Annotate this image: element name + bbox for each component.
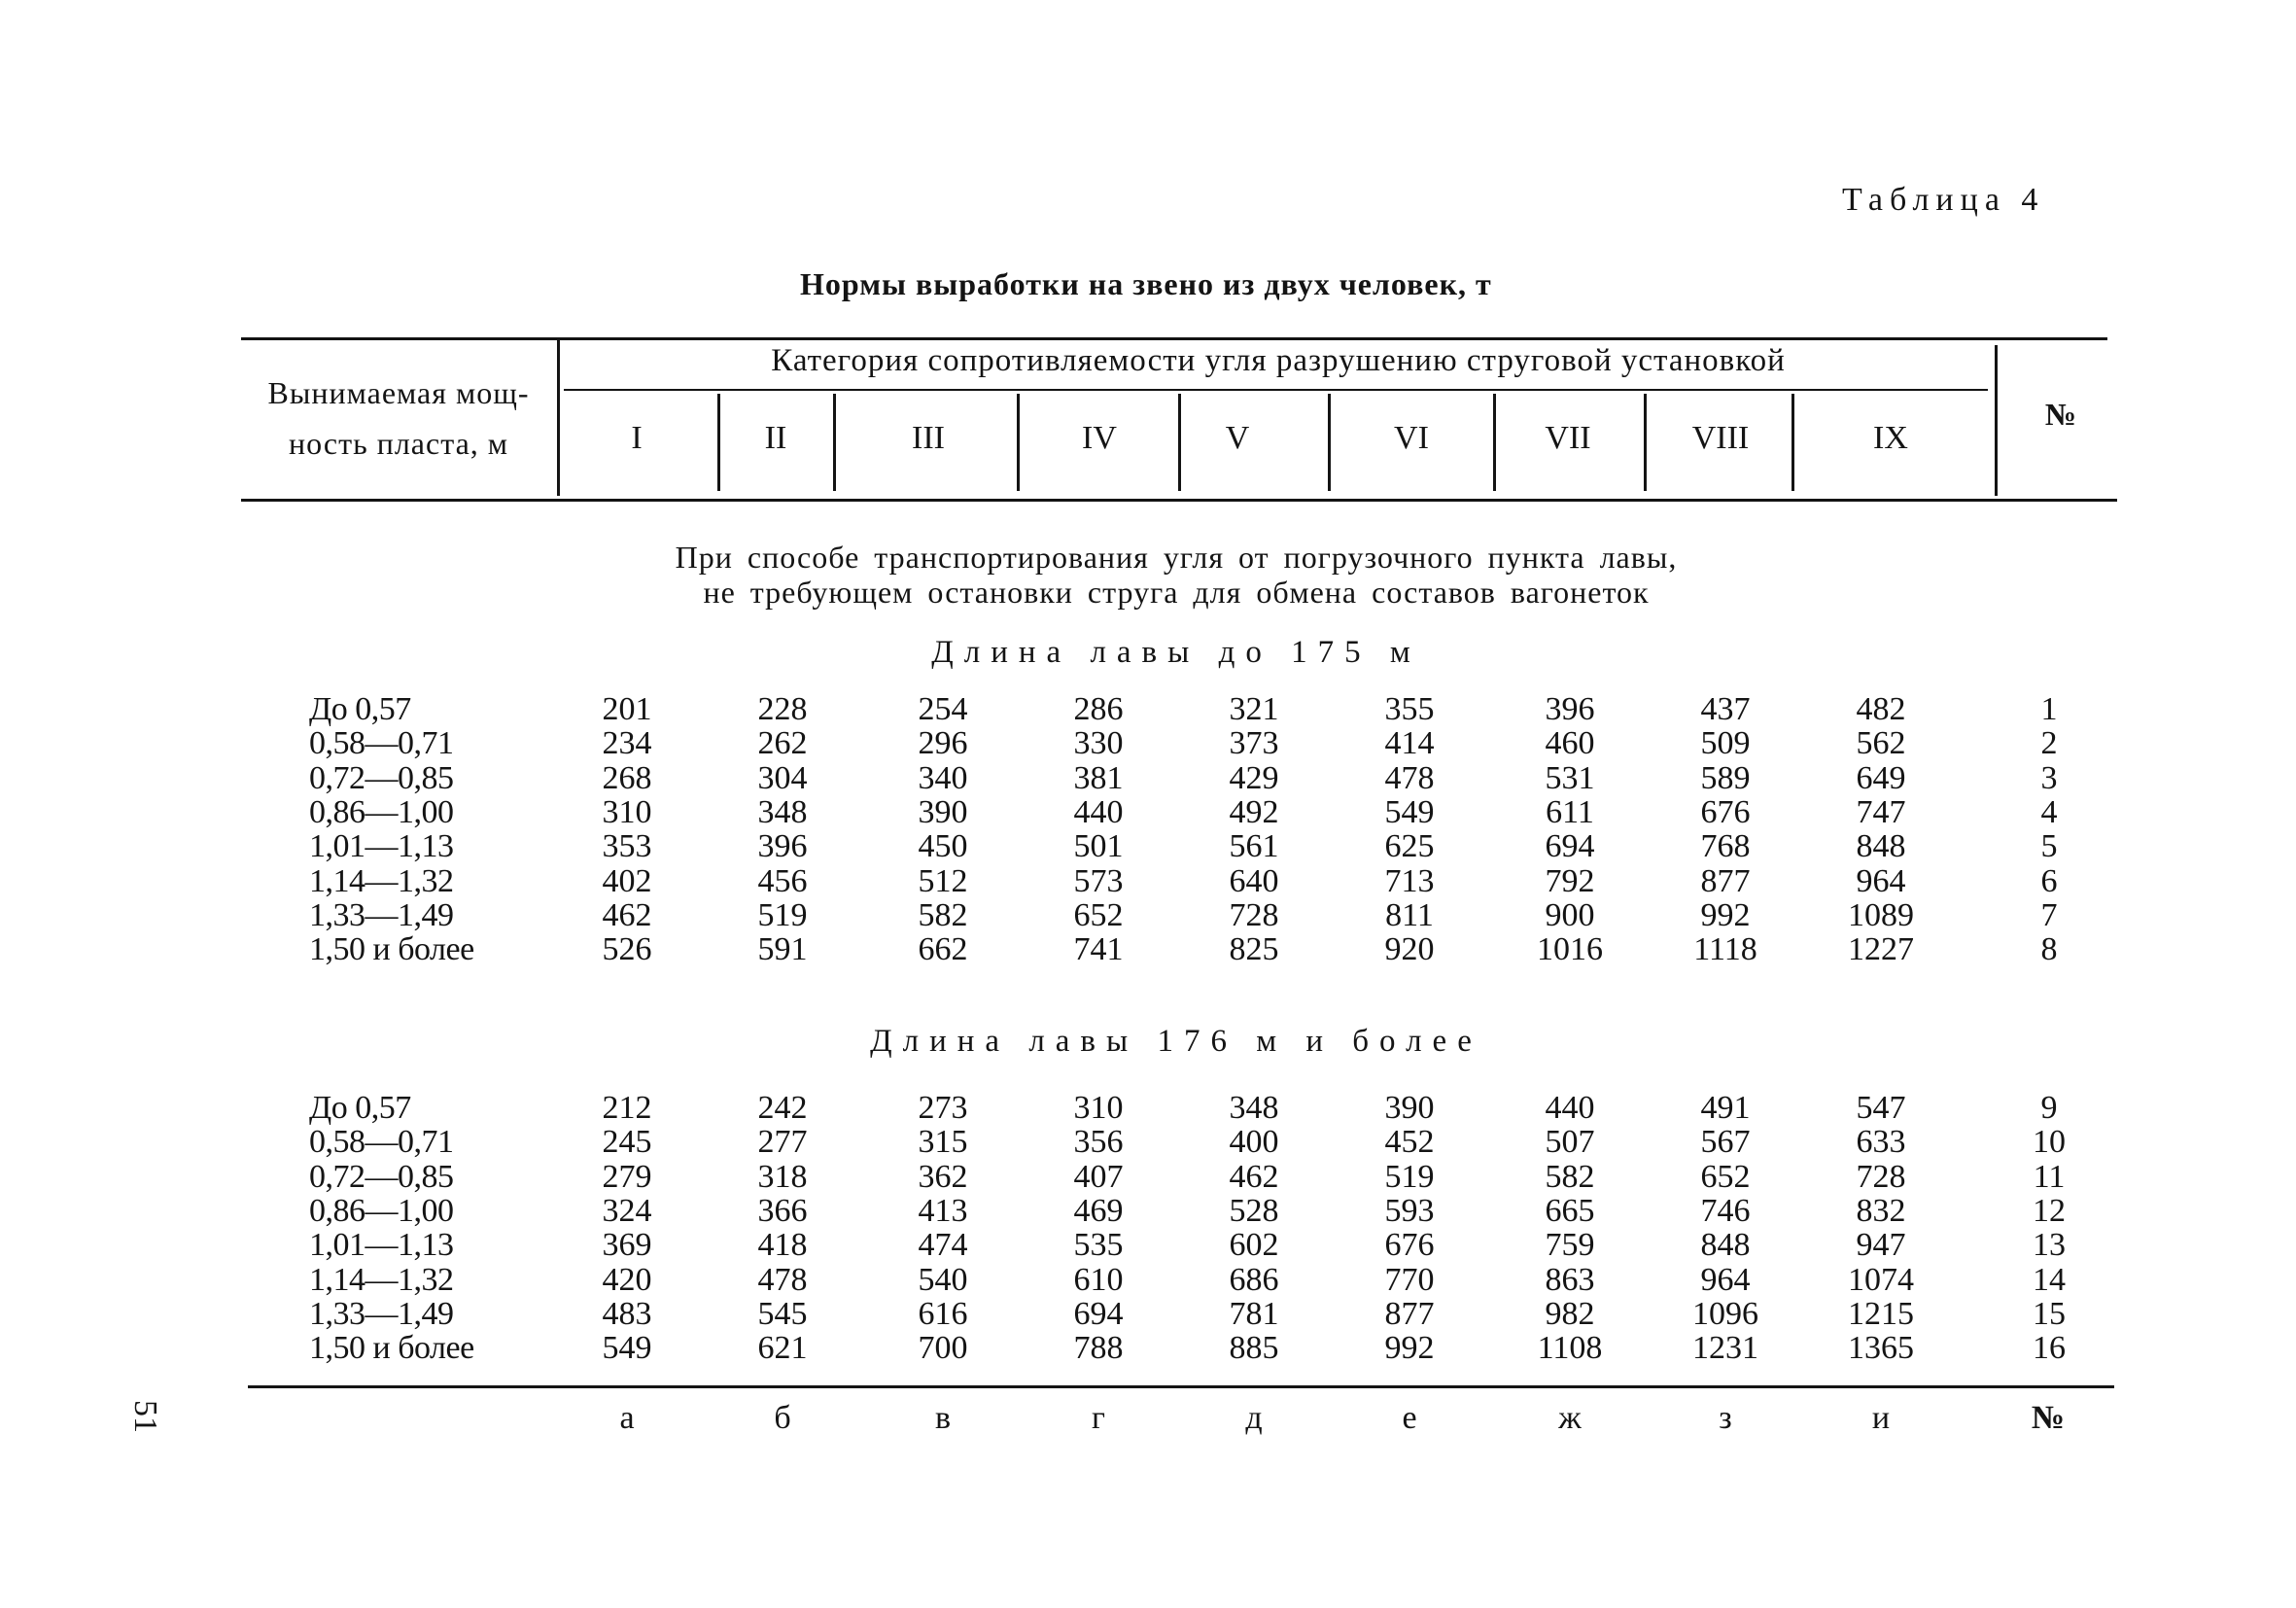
value-cell: 402 [602,862,652,899]
column-letter: и [1871,1400,1891,1436]
value-cell: 633 [1856,1124,1906,1161]
value-cell: 296 [918,725,968,762]
table-label: Таблица 4 [1842,182,2045,218]
value-cell: 561 [1229,828,1279,865]
thickness-label: 1,33—1,49 [309,1295,454,1332]
table-row [0,726,2296,760]
column-divider [1792,394,1794,491]
value-cell: 665 [1545,1192,1595,1229]
value-cell: 540 [918,1261,968,1298]
value-cell: 863 [1545,1261,1595,1298]
value-cell: 728 [1229,896,1279,933]
thickness-label: 1,50 и более [309,1330,474,1367]
value-cell: 369 [602,1227,652,1264]
table-row [0,898,2296,932]
value-cell: 373 [1229,725,1279,762]
value-cell: 567 [1700,1124,1751,1161]
value-cell: 602 [1229,1227,1279,1264]
value-cell: 279 [602,1158,652,1195]
value-cell: 686 [1229,1261,1279,1298]
thickness-header [238,367,559,469]
footer-number-label: № [2031,1400,2066,1436]
value-cell: 273 [918,1090,968,1126]
value-cell: 662 [918,931,968,968]
value-cell: 616 [918,1295,968,1332]
value-cell: 549 [602,1330,652,1367]
value-cell: 900 [1545,896,1595,933]
column-letter: а [619,1400,635,1436]
thickness-label: До 0,57 [309,1090,411,1126]
value-cell: 1215 [1848,1295,1914,1332]
value-cell: 492 [1229,793,1279,830]
value-cell: 310 [602,793,652,830]
value-cell: 728 [1856,1158,1906,1195]
value-cell: 353 [602,828,652,865]
value-cell: 355 [1384,691,1435,727]
value-cell: 330 [1073,725,1124,762]
value-cell: 781 [1229,1295,1279,1332]
value-cell: 277 [757,1124,808,1161]
table-row [0,1125,2296,1159]
table-row [0,1297,2296,1331]
value-cell: 640 [1229,862,1279,899]
value-cell: 396 [757,828,808,865]
value-cell: 245 [602,1124,652,1161]
column-letter: д [1245,1400,1263,1436]
table-title: Нормы выработки на звено из двух человек, т [800,266,1492,301]
category-col-7: VII [1545,420,1591,456]
value-cell: 877 [1384,1295,1435,1332]
value-cell: 713 [1384,862,1435,899]
value-cell: 792 [1545,862,1595,899]
transport-note-line2: не требующем остановки струга для обмена составов вагонеток [703,575,1650,610]
category-header: Категория сопротивляемости угля разрушению струговой установкой [771,343,1786,378]
value-cell: 825 [1229,931,1279,968]
transport-note [544,540,1808,610]
value-cell: 462 [1229,1158,1279,1195]
thickness-label: 0,72—0,85 [309,1158,454,1195]
thickness-label: 1,33—1,49 [309,896,454,933]
thickness-label: 0,72—0,85 [309,759,454,796]
column-letter: е [1402,1400,1417,1436]
value-cell: 591 [757,931,808,968]
value-cell: 593 [1384,1192,1435,1229]
value-cell: 992 [1700,896,1751,933]
value-cell: 531 [1545,759,1595,796]
value-cell: 747 [1856,793,1906,830]
value-cell: 507 [1545,1124,1595,1161]
value-cell: 469 [1073,1192,1124,1229]
value-cell: 1074 [1848,1261,1914,1298]
value-cell: 340 [918,759,968,796]
table-row [0,829,2296,863]
value-cell: 212 [602,1090,652,1126]
value-cell: 528 [1229,1192,1279,1229]
value-cell: 201 [602,691,652,727]
value-cell: 440 [1073,793,1124,830]
category-col-1: I [631,420,643,456]
table-row [0,864,2296,898]
row-number: 3 [2040,759,2058,796]
value-cell: 610 [1073,1261,1124,1298]
value-cell: 549 [1384,793,1435,830]
value-cell: 582 [918,896,968,933]
table-row [0,1228,2296,1262]
value-cell: 456 [757,862,808,899]
row-number: 5 [2040,828,2058,865]
category-col-8: VIII [1691,420,1750,456]
value-cell: 676 [1700,793,1751,830]
value-cell: 832 [1856,1192,1906,1229]
row-number: 9 [2040,1090,2058,1126]
value-cell: 478 [1384,759,1435,796]
thickness-label: 1,14—1,32 [309,862,454,899]
row-number: 1 [2040,691,2058,727]
value-cell: 1108 [1537,1330,1603,1367]
row-number: 14 [2033,1261,2066,1298]
value-cell: 491 [1700,1090,1751,1126]
value-cell: 759 [1545,1227,1595,1264]
section-title: Длина лавы до 175 м [931,635,1421,670]
section-title: Длина лавы 176 м и более [870,1024,1482,1059]
thickness-label: 1,01—1,13 [309,828,454,865]
value-cell: 920 [1384,931,1435,968]
value-cell: 509 [1700,725,1751,762]
column-letter: ж [1558,1400,1582,1436]
value-cell: 694 [1545,828,1595,865]
value-cell: 254 [918,691,968,727]
column-divider [1644,394,1647,491]
value-cell: 519 [1384,1158,1435,1195]
thickness-header-line2: ность пласта, м [288,426,509,461]
footer-rule [248,1385,2114,1388]
value-cell: 1016 [1537,931,1603,968]
value-cell: 262 [757,725,808,762]
column-letter: б [774,1400,791,1436]
category-col-5: V [1225,420,1250,456]
value-cell: 992 [1384,1330,1435,1367]
table-row [0,1160,2296,1194]
value-cell: 652 [1073,896,1124,933]
table-row [0,932,2296,966]
thickness-label: 0,58—0,71 [309,1124,454,1161]
column-divider [1017,394,1020,491]
value-cell: 362 [918,1158,968,1195]
row-number: 13 [2033,1227,2066,1264]
value-cell: 348 [757,793,808,830]
value-cell: 396 [1545,691,1595,727]
table-row [0,1194,2296,1228]
row-number: 8 [2040,931,2058,968]
thickness-label: 0,86—1,00 [309,793,454,830]
thickness-label: До 0,57 [309,691,411,727]
column-divider [1328,394,1331,491]
value-cell: 768 [1700,828,1751,865]
value-cell: 964 [1856,862,1906,899]
value-cell: 414 [1384,725,1435,762]
value-cell: 440 [1545,1090,1595,1126]
thickness-header-line1: Вынимаемая мощ- [267,375,530,410]
value-cell: 573 [1073,862,1124,899]
category-col-3: III [912,420,945,456]
value-cell: 450 [918,828,968,865]
column-letter: з [1719,1400,1732,1436]
value-cell: 462 [602,896,652,933]
value-cell: 582 [1545,1158,1595,1195]
value-cell: 885 [1229,1330,1279,1367]
category-underline [564,389,1988,391]
value-cell: 545 [757,1295,808,1332]
value-cell: 947 [1856,1227,1906,1264]
value-cell: 982 [1545,1295,1595,1332]
value-cell: 649 [1856,759,1906,796]
value-cell: 390 [918,793,968,830]
value-cell: 483 [602,1295,652,1332]
value-cell: 700 [918,1330,968,1367]
value-cell: 1231 [1692,1330,1758,1367]
table-row [0,1263,2296,1297]
value-cell: 420 [602,1261,652,1298]
value-cell: 318 [757,1158,808,1195]
thickness-label: 1,01—1,13 [309,1227,454,1264]
value-cell: 964 [1700,1261,1751,1298]
value-cell: 562 [1856,725,1906,762]
row-number: 7 [2040,896,2058,933]
header-bottom-rule [241,499,2117,502]
value-cell: 478 [757,1261,808,1298]
value-cell: 366 [757,1192,808,1229]
value-cell: 501 [1073,828,1124,865]
value-cell: 611 [1546,793,1594,830]
table-row [0,795,2296,829]
value-cell: 1089 [1848,896,1914,933]
value-cell: 268 [602,759,652,796]
value-cell: 304 [757,759,808,796]
value-cell: 746 [1700,1192,1751,1229]
column-divider [1493,394,1496,491]
value-cell: 1227 [1848,931,1914,968]
value-cell: 519 [757,896,808,933]
value-cell: 694 [1073,1295,1124,1332]
category-col-2: II [764,420,787,456]
value-cell: 315 [918,1124,968,1161]
value-cell: 1365 [1848,1330,1914,1367]
value-cell: 234 [602,725,652,762]
value-cell: 621 [757,1330,808,1367]
value-cell: 848 [1856,828,1906,865]
table-row [0,692,2296,726]
row-number: 6 [2040,862,2058,899]
row-number: 2 [2040,725,2058,762]
row-number: 10 [2033,1124,2066,1161]
value-cell: 418 [757,1227,808,1264]
transport-note-line1: При способе транспортирования угля от погрузочного пункта лавы, [675,540,1678,575]
value-cell: 324 [602,1192,652,1229]
category-col-6: VI [1394,420,1429,456]
value-cell: 400 [1229,1124,1279,1161]
value-cell: 811 [1385,896,1434,933]
thickness-label: 1,50 и более [309,931,474,968]
value-cell: 413 [918,1192,968,1229]
value-cell: 535 [1073,1227,1124,1264]
value-cell: 676 [1384,1227,1435,1264]
thickness-label: 0,86—1,00 [309,1192,454,1229]
column-letter: г [1092,1400,1105,1436]
value-cell: 452 [1384,1124,1435,1161]
value-cell: 474 [918,1227,968,1264]
value-cell: 228 [757,691,808,727]
page-number: 51 [127,1400,163,1433]
table-row [0,761,2296,795]
value-cell: 526 [602,931,652,968]
header-top-rule [241,337,2107,340]
number-header: № [2044,397,2077,432]
column-letter: в [934,1400,952,1436]
table-row [0,1331,2296,1365]
row-number: 12 [2033,1192,2066,1229]
value-cell: 741 [1073,931,1124,968]
category-col-4: IV [1082,420,1117,456]
thickness-label: 0,58—0,71 [309,725,454,762]
table-row [0,1091,2296,1125]
value-cell: 1118 [1693,931,1757,968]
value-cell: 652 [1700,1158,1751,1195]
category-col-9: IX [1873,420,1908,456]
value-cell: 589 [1700,759,1751,796]
value-cell: 242 [757,1090,808,1126]
value-cell: 770 [1384,1261,1435,1298]
header-divider-right [1995,345,1998,496]
value-cell: 788 [1073,1330,1124,1367]
thickness-label: 1,14—1,32 [309,1261,454,1298]
value-cell: 381 [1073,759,1124,796]
value-cell: 437 [1700,691,1751,727]
row-number: 4 [2040,793,2058,830]
value-cell: 429 [1229,759,1279,796]
value-cell: 512 [918,862,968,899]
value-cell: 310 [1073,1090,1124,1126]
row-number: 15 [2033,1295,2066,1332]
row-number: 16 [2033,1330,2066,1367]
value-cell: 482 [1856,691,1906,727]
value-cell: 547 [1856,1090,1906,1126]
value-cell: 390 [1384,1090,1435,1126]
value-cell: 1096 [1692,1295,1758,1332]
value-cell: 356 [1073,1124,1124,1161]
value-cell: 286 [1073,691,1124,727]
value-cell: 321 [1229,691,1279,727]
value-cell: 348 [1229,1090,1279,1126]
value-cell: 407 [1073,1158,1124,1195]
value-cell: 848 [1700,1227,1751,1264]
row-number: 11 [2033,1158,2066,1195]
value-cell: 460 [1545,725,1595,762]
value-cell: 877 [1700,862,1751,899]
value-cell: 625 [1384,828,1435,865]
